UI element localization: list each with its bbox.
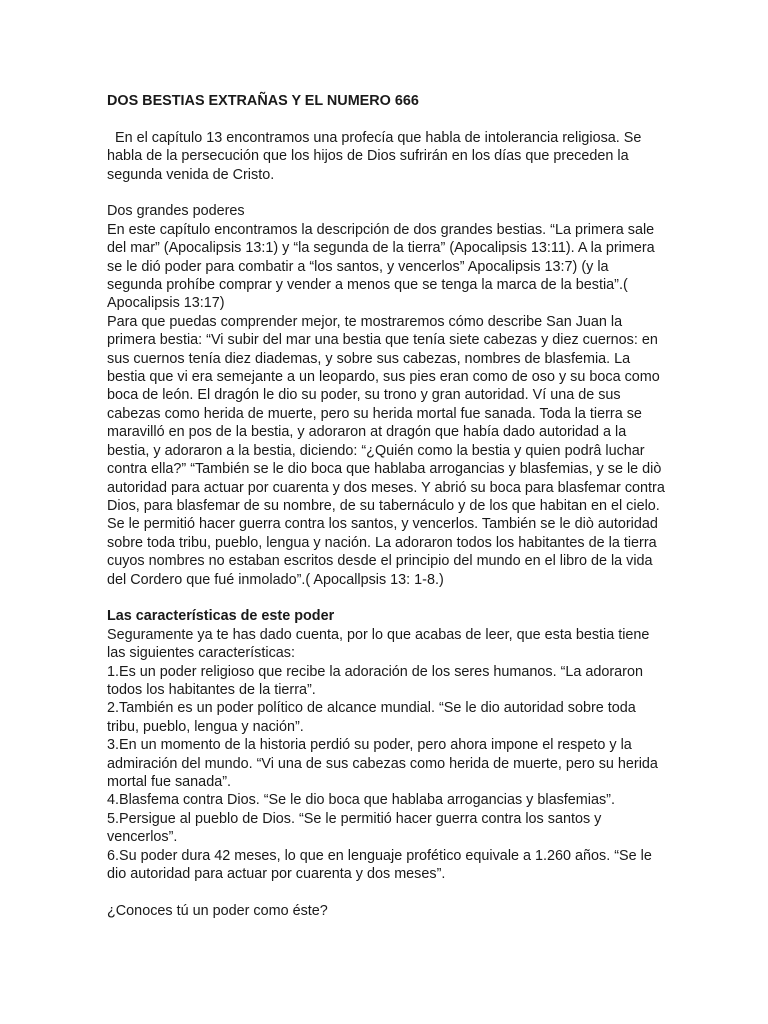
document-body [107, 92, 667, 920]
list-item: 1.Es un poder religioso que recibe la adoración de los seres humanos. “La adoraron todos los habitantes de la tierra”. [107, 663, 643, 698]
intro-paragraph: En el capítulo 13 encontramos una profecía que habla de intolerancia religiosa. Se habla de la persecución que los hijos de Dios sufrirán en los días que preceden la segunda venida de Cristo. [107, 129, 646, 183]
list-item: 2.También es un poder político de alcance mundial. “Se le dio autoridad sobre toda tribu, pueblo, lengua y nación”. [107, 700, 636, 735]
closing-question: ¿Conoces tú un poder como éste? [107, 902, 328, 919]
spacer [107, 883, 667, 901]
document-title: DOS BESTIAS EXTRAÑAS Y EL NUMERO 666 [107, 93, 419, 109]
list-item: 4.Blasfema contra Dios. “Se le dio boca que hablaba arrogancias y blasfemias”. [107, 792, 615, 809]
section2-intro: Seguramente ya te has dado cuenta, por lo que acabas de leer, que esta bestia tiene las siguientes características: [107, 626, 650, 662]
spacer [107, 184, 667, 202]
list-item: 6.Su poder dura 42 meses, lo que en lenguaje profético equivale a 1.260 años. “Se le dio autoridad para actuar por cuarenta y dos meses”. [107, 847, 652, 883]
list-item: 5.Persigue al pueblo de Dios. “Se le permitió hacer guerra contra los santos y vencerlos”. [107, 810, 602, 846]
section1-paragraph-2: Para que puedas comprender mejor, te mostraremos cómo describe San Juan la primera bestia: “Vi subir del mar una bestia que tenía siete cabezas y diez cuernos: en sus cuernos tenía diez diademas, y sobre sus cabezas, nombres de blasfemia. La bestia que vi era semejante a un leopardo, sus pies eran como de oso y su boca como boca de león. El dragón le dio su poder, su trono y gran autoridad. Ví una de sus cabezas como herida de muerte, pero su herida mortal fue sanada. Toda la tierra se maravilló en pos de la bestia, y adoraron at dragón que había dado autoridad a la bestia, y adoraron a la bestia, diciendo: “¿Quién como la bestia y quien podrâ luchar contra ella?” “También se le dio boca que hablaba arrogancias y blasfemias, y se le diò autoridad para actuar por cuarenta y dos meses. Y abrió su boca para blasfemar contra Dios, para blasfemar de su nombre, de su tabernáculo y de los que habitan en el cielo. Se le permitió hacer guerra contra los santos, y vencerlos. También se le diò autoridad sobre toda tribu, pueblo, lengua y nación. La adoraron todos los habitantes de la tierra cuyos nombres no estaban escritos desde el principio del mundo en el libro de la vida del Cordero que fué inmolado”.( Apocallpsis 13: 1-8.) [107, 313, 665, 588]
section-heading-dos-grandes-poderes: Dos grandes poderes [107, 203, 245, 220]
spacer [107, 589, 667, 607]
section1-paragraph-1: En este capítulo encontramos la descripción de dos grandes bestias. “La primera sale del mar” (Apocalipsis 13:1) y “la segunda de la tierra” (Apocalipsis 13:11). A la primera se le dió poder para combatir a “los santos, y vencerlos” Apocalipsis 13:7) (y la segunda prohíbe comprar y vender a menos que se tenga la marca de la bestia”.( Apocalipsis 13:17) [107, 221, 655, 312]
list-item: 3.En un momento de la historia perdió su poder, pero ahora impone el respeto y la admiración del mundo. “Vi una de sus cabezas como herida de muerte, pero su herida mortal fue sanada”. [107, 737, 658, 790]
section-heading-caracteristicas: Las características de este poder [107, 608, 335, 625]
